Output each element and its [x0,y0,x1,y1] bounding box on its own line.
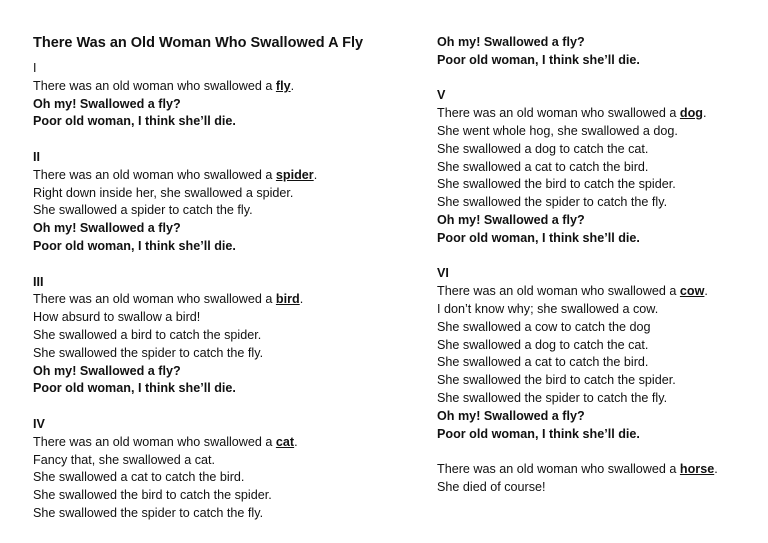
poem-line: Fancy that, she swallowed a cat. [33,452,216,467]
poem-line: She went whole hog, she swallowed a dog. [437,123,678,138]
poem-line: Oh my! Swallowed a fly? [33,363,181,378]
poem-line [437,283,757,301]
stanza [437,265,757,443]
stanza-numeral: I [33,61,37,75]
stanza [33,274,403,399]
line-text: There was an old woman who swallowed a [33,78,276,93]
poem-line: She swallowed a cow to catch the dog [437,319,651,334]
poem-line: Oh my! Swallowed a fly? [437,212,585,227]
poem-line: She died of course! [437,479,546,494]
line-punctuation: . [704,284,708,299]
line-punctuation: . [294,434,298,449]
left-stanzas [33,60,403,523]
poem-line: She swallowed the spider to catch the fly. [437,390,668,405]
keyword-animal: cow [679,284,705,299]
poem-line [33,434,403,452]
line-text: There was an old woman who swallowed a [437,106,680,121]
poem-line: She swallowed the spider to catch the fly. [33,345,264,360]
poem-line: Poor old woman, I think she’ll die. [437,426,640,441]
line-text: There was an old woman who swallowed a [33,292,276,307]
keyword-animal: cat [275,434,295,449]
poem-line: Poor old woman, I think she’ll die. [33,114,236,129]
poem-line: She swallowed the bird to catch the spider. [33,488,272,503]
poem-line: She swallowed a bird to catch the spider. [33,327,262,342]
poem-line: Oh my! Swallowed a fly? [437,408,585,423]
poem-line: She swallowed the bird to catch the spider. [437,373,676,388]
poem-line [33,167,403,185]
line-punctuation: . [290,78,295,93]
stanza-numeral: III [33,274,44,289]
stanza-numeral: IV [33,416,45,431]
keyword-animal: spider [275,167,314,182]
right-column [437,34,757,515]
poem-line: She swallowed the bird to catch the spider. [437,177,676,192]
keyword-animal: dog [679,106,703,121]
poem-line: How absurd to swallow a bird! [33,310,201,325]
poem-line: Poor old woman, I think she’ll die. [33,238,236,253]
keyword-animal: fly [275,78,291,93]
stanza-numeral: II [33,149,40,164]
poem-line: She swallowed a dog to catch the cat. [437,337,649,352]
keyword-animal: bird [275,292,300,307]
poem-line: Oh my! Swallowed a fly? [33,96,181,111]
poem-title: There Was an Old Woman Who Swallowed A Fly [33,35,364,51]
line-punctuation: . [714,462,718,477]
line-text: There was an old woman who swallowed a [33,434,276,449]
poem-line [437,105,757,123]
poem-line: She swallowed a spider to catch the fly. [33,203,253,218]
stanza [33,149,403,256]
poem-line: Oh my! Swallowed a fly? [33,221,181,236]
poem-line: Poor old woman, I think she’ll die. [33,381,236,396]
line-text: There was an old woman who swallowed a [33,167,276,182]
stanza [33,60,403,131]
stanza [437,34,757,70]
poem-line [33,78,403,96]
stanza [437,87,757,247]
poem-line: She swallowed the spider to catch the fly. [33,505,264,520]
poem-line [437,461,757,479]
poem-line: Oh my! Swallowed a fly? [437,35,585,49]
line-punctuation: . [299,292,304,307]
line-text: There was an old woman who swallowed a [437,462,680,477]
line-text: There was an old woman who swallowed a [437,284,680,299]
stanza-numeral: VI [437,266,449,281]
left-column [33,34,403,541]
poem-line: Right down inside her, she swallowed a spider. [33,185,294,200]
poem-line: She swallowed a cat to catch the bird. [437,355,649,370]
stanza [437,461,757,497]
poem-line: Poor old woman, I think she’ll die. [437,52,640,67]
poem-line: Poor old woman, I think she’ll die. [437,230,640,245]
line-punctuation: . [703,106,707,121]
line-punctuation: . [313,167,318,182]
stanza [33,416,403,523]
right-stanzas [437,34,757,497]
poem-line: I don’t know why; she swallowed a cow. [437,301,659,316]
poem-line: She swallowed the spider to catch the fly. [437,195,668,210]
poem-line: She swallowed a cat to catch the bird. [33,470,245,485]
keyword-animal: horse [679,462,715,477]
poem-line: She swallowed a cat to catch the bird. [437,159,649,174]
poem-line [33,291,403,309]
poem-line: She swallowed a dog to catch the cat. [437,141,649,156]
stanza-numeral: V [437,88,446,103]
